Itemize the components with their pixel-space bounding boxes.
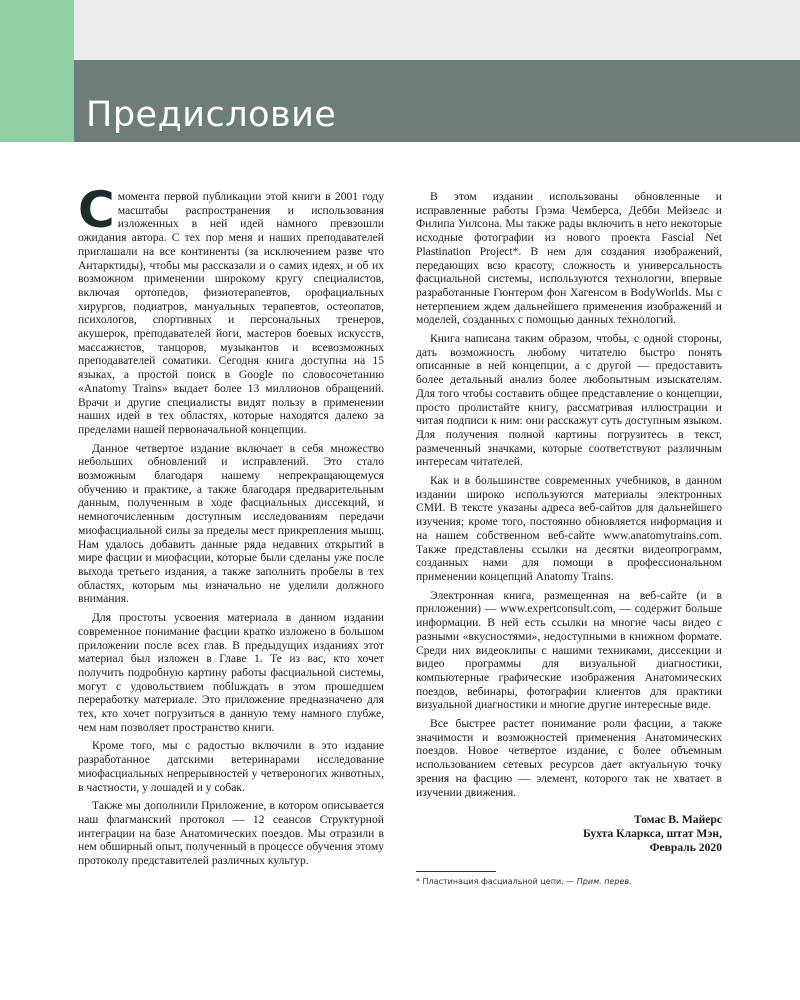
- paragraph-text: момента первой публикации этой книги в 2001 году масштабы распространения и использования изложенных в ней идей намного превзошли ожидания автора. С тех пор меня и наших преподавателей приглашали на все континенты (за исключением разве что Антарктиды), чтобы мы рассказали и о самих идеях, и об их возможном применении широкому кругу специалистов, включая ортопедов, физиотерапевтов, орофациальных хирургов, подиатров, мануальных терапевтов, остеопатов, психологов, спортивных и персональных тренеров, акушерок, преподавателей йоги, мастеров боевых искусств, массажистов, танцоров, музыкантов и всевозможных преподавателей соматики. Сегодня книга доступна на 15 языках, а простой поиск в Google по словосочетанию «Anatomy Trains» выдает более 13 миллионов обращений. Врачи и другие специалисты видят пользу в применении наших идей в тех областях, которые находятся далеко за пределами нашей первоначальной концепции.: [78, 190, 384, 436]
- paragraph: Как и в большинстве современных учебников, в данном издании широко используются материалы электронных СМИ. В тексте указаны адреса веб-сайтов для дальнейшего изучения; кроме того, постоянно обновляется информация и на нашем собственном веб-сайте www.anatomytrains.com. Также представлены ссылки на десятки видеопрограмм, созданных нами для помощи в профессиональном применении концепций Anatomy Trains.: [416, 474, 722, 583]
- paragraph: Кроме того, мы с радостью включили в это издание разработанное датскими ветеринарами исследование миофасциальных непрерывностей у четвероногих животных, в частности, у лошадей и у собак.: [78, 739, 384, 794]
- top-band: [0, 0, 800, 60]
- paragraph: В этом издании использованы обновленные и исправленные работы Грэма Чемберса, Дебби Мейзелс и Филипа Уилсона. Мы также рады включить в него некоторые исходные фотографии из нового проекта Fascial Net Plastination Project*. В нем для создания изображений, передающих всю красоту, сложность и универсальность фасциальной системы, используются технологии, впервые разработанные Гюнтером фон Хагенсом в BodyWorlds. Мы с нетерпением ждем дальнейшего применения изображений и моделей, созданных с помощью данных технологий.: [416, 190, 722, 327]
- author-place: Бухта Кларкса, штат Мэн,: [582, 827, 722, 841]
- paragraph: Для простоты усвоения материала в данном издании современное понимание фасции кратко изложено в большом приложении после всех глав. В предыдущих изданиях этот материал был изложен в Главе 1. Те из вас, кто хочет получить подробную картину работы фасциальной системы, могут с удовольствием побluждать в этом прошедшем переработку материале. Это приложение предназначено для тех, кто хочет погрузиться в данную тему намного глубже, чем нам позволяет пространство книги.: [78, 611, 384, 734]
- author-name: Томас В. Майерс: [633, 813, 722, 827]
- footnote-rule: [416, 871, 496, 872]
- accent-strip: [0, 0, 74, 142]
- paragraph: [78, 181, 384, 437]
- right-column: [416, 190, 722, 889]
- paragraph: Книга написана таким образом, чтобы, с одной стороны, дать возможность любому читателю быстро понять описанные в ней концепции, а с другой — предоставить более детальный анализ более любопытным изыскателям. Для того чтобы составить общее представление о концепции, просто пролистайте книгу, рассматривая иллюстрации и читая подписи к ним: они расскажут суть доступным языком. Для получения полной картины погрузитесь в текст, размеченный значками, которые соответствуют различным интересам читателей.: [416, 332, 722, 469]
- drop-cap: С: [78, 181, 115, 239]
- footnote-note: Прим. перев.: [576, 877, 632, 887]
- page-title: Предисловие: [86, 95, 337, 135]
- paragraph: Все быстрее растет понимание роли фасции, а также значимости и возможностей применения Анатомических поездов. Новое четвертое издание, с более объемным использованием сетевых ресурсов дает актуальную точку зрения на фасцию — элемент, которого так не хватает в изучении движения.: [416, 717, 722, 799]
- footnote-text: * Пластинация фасциальной цепи. —: [416, 877, 575, 887]
- paragraph: Электронная книга, размещенная на веб-сайте (и в приложении) — www.expertconsult.com, — содержит больше информации. В ней есть ссылки на многие часы видео с разными «вкусностями», недоступными в книжном формате. Среди них видеоклипы с нашими техниками, диссекции и видео программы для визуальной диагностики, компьютерные графические изображения Анатомических поездов, вебинары, фотографии клиентов для практики визуальной диагностики и многие другие интересные виде.: [416, 588, 722, 712]
- footnote: [416, 875, 722, 889]
- paragraph: Также мы дополнили Приложение, в котором описывается наш флагманский протокол — 12 сеансов Структурной интеграции на базе Анатомических поездов. Мы отразили в нем обширный опыт, полученный в процессе обучения этому протоколу представителей различных культур.: [78, 799, 384, 868]
- signature: [416, 813, 722, 855]
- signature-date: Февраль 2020: [649, 841, 722, 855]
- left-column: [78, 181, 384, 873]
- paragraph: Данное четвертое издание включает в себя множество небольших обновлений и исправлений. Это стало возможным благодаря нашему непрекращающемуся обучению и практике, а также благодаря предварительным данным, полученным в ходе фасциальных диссекций, и немногочисленным доступным исследованиям передачи миофасциальной силы за пределы мест прикрепления мышц. Нам удалось добавить данные ряда недавних открытий в мире фасции и миофасции, которые были сделаны уже после выхода третьего издания, а также заполнить пробелы в тех областях, которым мы изначально не уделили должного внимания.: [78, 441, 384, 606]
